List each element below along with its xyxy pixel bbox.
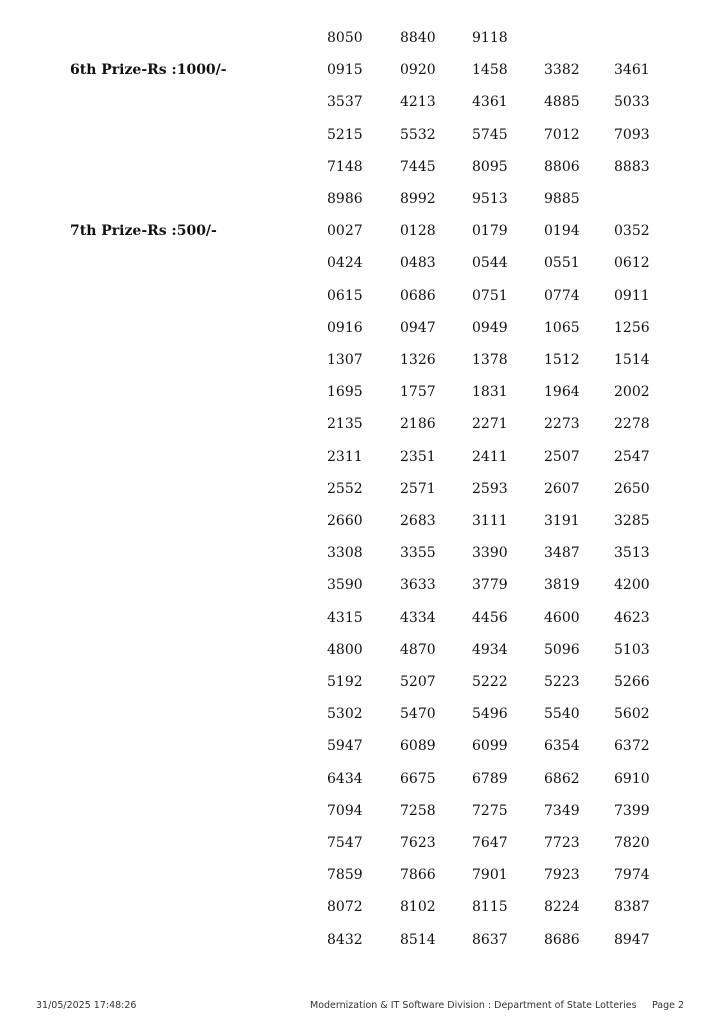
ticket-number: 3819 bbox=[544, 577, 580, 594]
ticket-number: 5222 bbox=[472, 674, 508, 690]
table-row bbox=[0, 157, 724, 177]
ticket-number: 3111 bbox=[472, 513, 508, 529]
table-row bbox=[0, 511, 724, 531]
ticket-number: 0916 bbox=[327, 319, 363, 336]
ticket-number: 7445 bbox=[400, 158, 436, 175]
ticket-number: 2271 bbox=[472, 416, 508, 433]
ticket-number: 7012 bbox=[544, 126, 580, 143]
ticket-number: 2660 bbox=[327, 513, 363, 529]
ticket-number: 1695 bbox=[327, 384, 363, 401]
ticket-number: 5496 bbox=[472, 706, 508, 723]
ticket-number: 5745 bbox=[472, 126, 508, 143]
table-row bbox=[0, 447, 724, 467]
ticket-number: 7901 bbox=[472, 867, 508, 884]
ticket-number: 2411 bbox=[472, 448, 508, 465]
ticket-number: 5266 bbox=[614, 674, 650, 690]
ticket-number: 9885 bbox=[544, 191, 580, 207]
table-row bbox=[0, 350, 724, 370]
ticket-number: 2552 bbox=[327, 480, 363, 497]
ticket-number: 1512 bbox=[544, 352, 580, 368]
table-row bbox=[0, 736, 724, 756]
ticket-number: 0612 bbox=[614, 255, 650, 272]
table-row bbox=[0, 930, 724, 950]
ticket-number: 7094 bbox=[327, 802, 363, 819]
ticket-number: 2650 bbox=[614, 480, 650, 497]
ticket-number: 8986 bbox=[327, 191, 363, 207]
ticket-number: 7275 bbox=[472, 802, 508, 819]
ticket-number: 5223 bbox=[544, 674, 580, 690]
ticket-number: 3487 bbox=[544, 545, 580, 562]
ticket-number: 0774 bbox=[544, 287, 580, 304]
ticket-number: 8514 bbox=[400, 931, 436, 948]
ticket-number: 6862 bbox=[544, 770, 580, 787]
ticket-number: 8224 bbox=[544, 899, 580, 916]
ticket-number: 6675 bbox=[400, 770, 436, 787]
ticket-number: 7547 bbox=[327, 835, 363, 851]
ticket-number: 5192 bbox=[327, 674, 363, 690]
table-row bbox=[0, 897, 724, 917]
ticket-number: 0128 bbox=[400, 223, 436, 240]
ticket-number: 4885 bbox=[544, 94, 580, 111]
ticket-number: 3461 bbox=[614, 62, 650, 79]
ticket-number: 8883 bbox=[614, 158, 650, 175]
ticket-number: 8992 bbox=[400, 191, 436, 207]
ticket-number: 3537 bbox=[327, 94, 363, 111]
ticket-number: 5103 bbox=[614, 641, 650, 658]
table-row bbox=[0, 479, 724, 499]
ticket-number: 4334 bbox=[400, 609, 436, 626]
ticket-number: 0947 bbox=[400, 319, 436, 336]
ticket-number: 6089 bbox=[400, 738, 436, 755]
ticket-number: 2135 bbox=[327, 416, 363, 433]
table-row bbox=[0, 543, 724, 563]
ticket-number: 2607 bbox=[544, 480, 580, 497]
ticket-number: 2002 bbox=[614, 384, 650, 401]
ticket-number: 5096 bbox=[544, 641, 580, 658]
ticket-number: 1964 bbox=[544, 384, 580, 401]
ticket-number: 3308 bbox=[327, 545, 363, 562]
ticket-number: 5540 bbox=[544, 706, 580, 723]
table-row bbox=[0, 28, 724, 48]
ticket-number: 7399 bbox=[614, 802, 650, 819]
ticket-number: 8387 bbox=[614, 899, 650, 916]
ticket-number: 5470 bbox=[400, 706, 436, 723]
ticket-number: 6789 bbox=[472, 770, 508, 787]
ticket-number: 5602 bbox=[614, 706, 650, 723]
ticket-number: 3382 bbox=[544, 62, 580, 79]
table-row bbox=[0, 286, 724, 306]
ticket-number: 0911 bbox=[614, 287, 650, 304]
table-row bbox=[0, 833, 724, 853]
ticket-number: 1378 bbox=[472, 352, 508, 368]
ticket-number: 3390 bbox=[472, 545, 508, 562]
ticket-number: 4800 bbox=[327, 641, 363, 658]
table-row bbox=[0, 125, 724, 145]
ticket-number: 2547 bbox=[614, 448, 650, 465]
prize-label: 7th Prize-Rs :500/- bbox=[70, 223, 217, 240]
ticket-number: 6434 bbox=[327, 770, 363, 787]
ticket-number: 0920 bbox=[400, 62, 436, 79]
ticket-number: 2571 bbox=[400, 480, 436, 497]
ticket-number: 1256 bbox=[614, 319, 650, 336]
ticket-number: 3355 bbox=[400, 545, 436, 562]
ticket-number: 7859 bbox=[327, 867, 363, 884]
ticket-number: 7093 bbox=[614, 126, 650, 143]
ticket-number: 0027 bbox=[327, 223, 363, 240]
ticket-number: 1458 bbox=[472, 62, 508, 79]
ticket-number: 0949 bbox=[472, 319, 508, 336]
ticket-number: 2351 bbox=[400, 448, 436, 465]
ticket-number: 7623 bbox=[400, 835, 436, 851]
ticket-number: 0551 bbox=[544, 255, 580, 272]
footer-division: Modernization & IT Software Division : Department of State Lotteries bbox=[310, 1000, 637, 1011]
table-row bbox=[0, 640, 724, 660]
print-timestamp: 31/05/2025 17:48:26 bbox=[36, 1000, 137, 1011]
ticket-number: 8432 bbox=[327, 931, 363, 948]
ticket-number: 6910 bbox=[614, 770, 650, 787]
table-row bbox=[0, 382, 724, 402]
page-number: Page 2 bbox=[652, 1000, 685, 1011]
ticket-number: 0424 bbox=[327, 255, 363, 272]
ticket-number: 5532 bbox=[400, 126, 436, 143]
ticket-number: 8637 bbox=[472, 931, 508, 948]
table-row bbox=[0, 318, 724, 338]
ticket-number: 9118 bbox=[472, 30, 508, 46]
ticket-number: 3285 bbox=[614, 513, 650, 529]
ticket-number: 8686 bbox=[544, 931, 580, 948]
prize-label: 6th Prize-Rs :1000/- bbox=[70, 62, 227, 79]
ticket-number: 0686 bbox=[400, 287, 436, 304]
table-row bbox=[0, 189, 724, 209]
ticket-number: 8095 bbox=[472, 158, 508, 175]
ticket-number: 1065 bbox=[544, 319, 580, 336]
ticket-number: 4870 bbox=[400, 641, 436, 658]
ticket-number: 0179 bbox=[472, 223, 508, 240]
ticket-number: 8947 bbox=[614, 931, 650, 948]
ticket-number: 2593 bbox=[472, 480, 508, 497]
ticket-number: 0352 bbox=[614, 223, 650, 240]
ticket-number: 4623 bbox=[614, 609, 650, 626]
ticket-number: 3779 bbox=[472, 577, 508, 594]
ticket-number: 1514 bbox=[614, 352, 650, 368]
table-row bbox=[0, 608, 724, 628]
ticket-number: 0615 bbox=[327, 287, 363, 304]
table-row bbox=[0, 865, 724, 885]
ticket-number: 5947 bbox=[327, 738, 363, 755]
ticket-number: 7349 bbox=[544, 802, 580, 819]
ticket-number: 2683 bbox=[400, 513, 436, 529]
table-row bbox=[0, 704, 724, 724]
ticket-number: 4213 bbox=[400, 94, 436, 111]
ticket-number: 4200 bbox=[614, 577, 650, 594]
table-row bbox=[0, 801, 724, 821]
ticket-number: 8115 bbox=[472, 899, 508, 916]
table-row bbox=[0, 769, 724, 789]
ticket-number: 1307 bbox=[327, 352, 363, 368]
ticket-number: 3191 bbox=[544, 513, 580, 529]
ticket-number: 7723 bbox=[544, 835, 580, 851]
ticket-number: 8050 bbox=[327, 30, 363, 46]
ticket-number: 4315 bbox=[327, 609, 363, 626]
ticket-number: 7647 bbox=[472, 835, 508, 851]
ticket-number: 2186 bbox=[400, 416, 436, 433]
ticket-number: 7258 bbox=[400, 802, 436, 819]
ticket-number: 8102 bbox=[400, 899, 436, 916]
ticket-number: 4600 bbox=[544, 609, 580, 626]
ticket-number: 2278 bbox=[614, 416, 650, 433]
table-row bbox=[0, 414, 724, 434]
table-row bbox=[0, 92, 724, 112]
ticket-number: 3633 bbox=[400, 577, 436, 594]
ticket-number: 0751 bbox=[472, 287, 508, 304]
table-row bbox=[0, 60, 724, 80]
ticket-number: 5207 bbox=[400, 674, 436, 690]
table-row bbox=[0, 575, 724, 595]
ticket-number: 3513 bbox=[614, 545, 650, 562]
ticket-number: 8840 bbox=[400, 30, 436, 46]
ticket-number: 2507 bbox=[544, 448, 580, 465]
ticket-number: 2311 bbox=[327, 448, 363, 465]
ticket-number: 1831 bbox=[472, 384, 508, 401]
ticket-number: 7866 bbox=[400, 867, 436, 884]
ticket-number: 6372 bbox=[614, 738, 650, 755]
table-row bbox=[0, 221, 724, 241]
ticket-number: 8072 bbox=[327, 899, 363, 916]
ticket-number: 7974 bbox=[614, 867, 650, 884]
ticket-number: 5033 bbox=[614, 94, 650, 111]
ticket-number: 0915 bbox=[327, 62, 363, 79]
ticket-number: 2273 bbox=[544, 416, 580, 433]
ticket-number: 4361 bbox=[472, 94, 508, 111]
ticket-number: 0194 bbox=[544, 223, 580, 240]
ticket-number: 8806 bbox=[544, 158, 580, 175]
ticket-number: 4934 bbox=[472, 641, 508, 658]
ticket-number: 6099 bbox=[472, 738, 508, 755]
ticket-number: 6354 bbox=[544, 738, 580, 755]
ticket-number: 1757 bbox=[400, 384, 436, 401]
ticket-number: 1326 bbox=[400, 352, 436, 368]
ticket-number: 9513 bbox=[472, 191, 508, 207]
ticket-number: 5302 bbox=[327, 706, 363, 723]
ticket-number: 0544 bbox=[472, 255, 508, 272]
table-row bbox=[0, 253, 724, 273]
ticket-number: 0483 bbox=[400, 255, 436, 272]
ticket-number: 7923 bbox=[544, 867, 580, 884]
ticket-number: 4456 bbox=[472, 609, 508, 626]
ticket-number: 3590 bbox=[327, 577, 363, 594]
table-row bbox=[0, 672, 724, 692]
ticket-number: 7820 bbox=[614, 835, 650, 851]
ticket-number: 7148 bbox=[327, 158, 363, 175]
ticket-number: 5215 bbox=[327, 126, 363, 143]
